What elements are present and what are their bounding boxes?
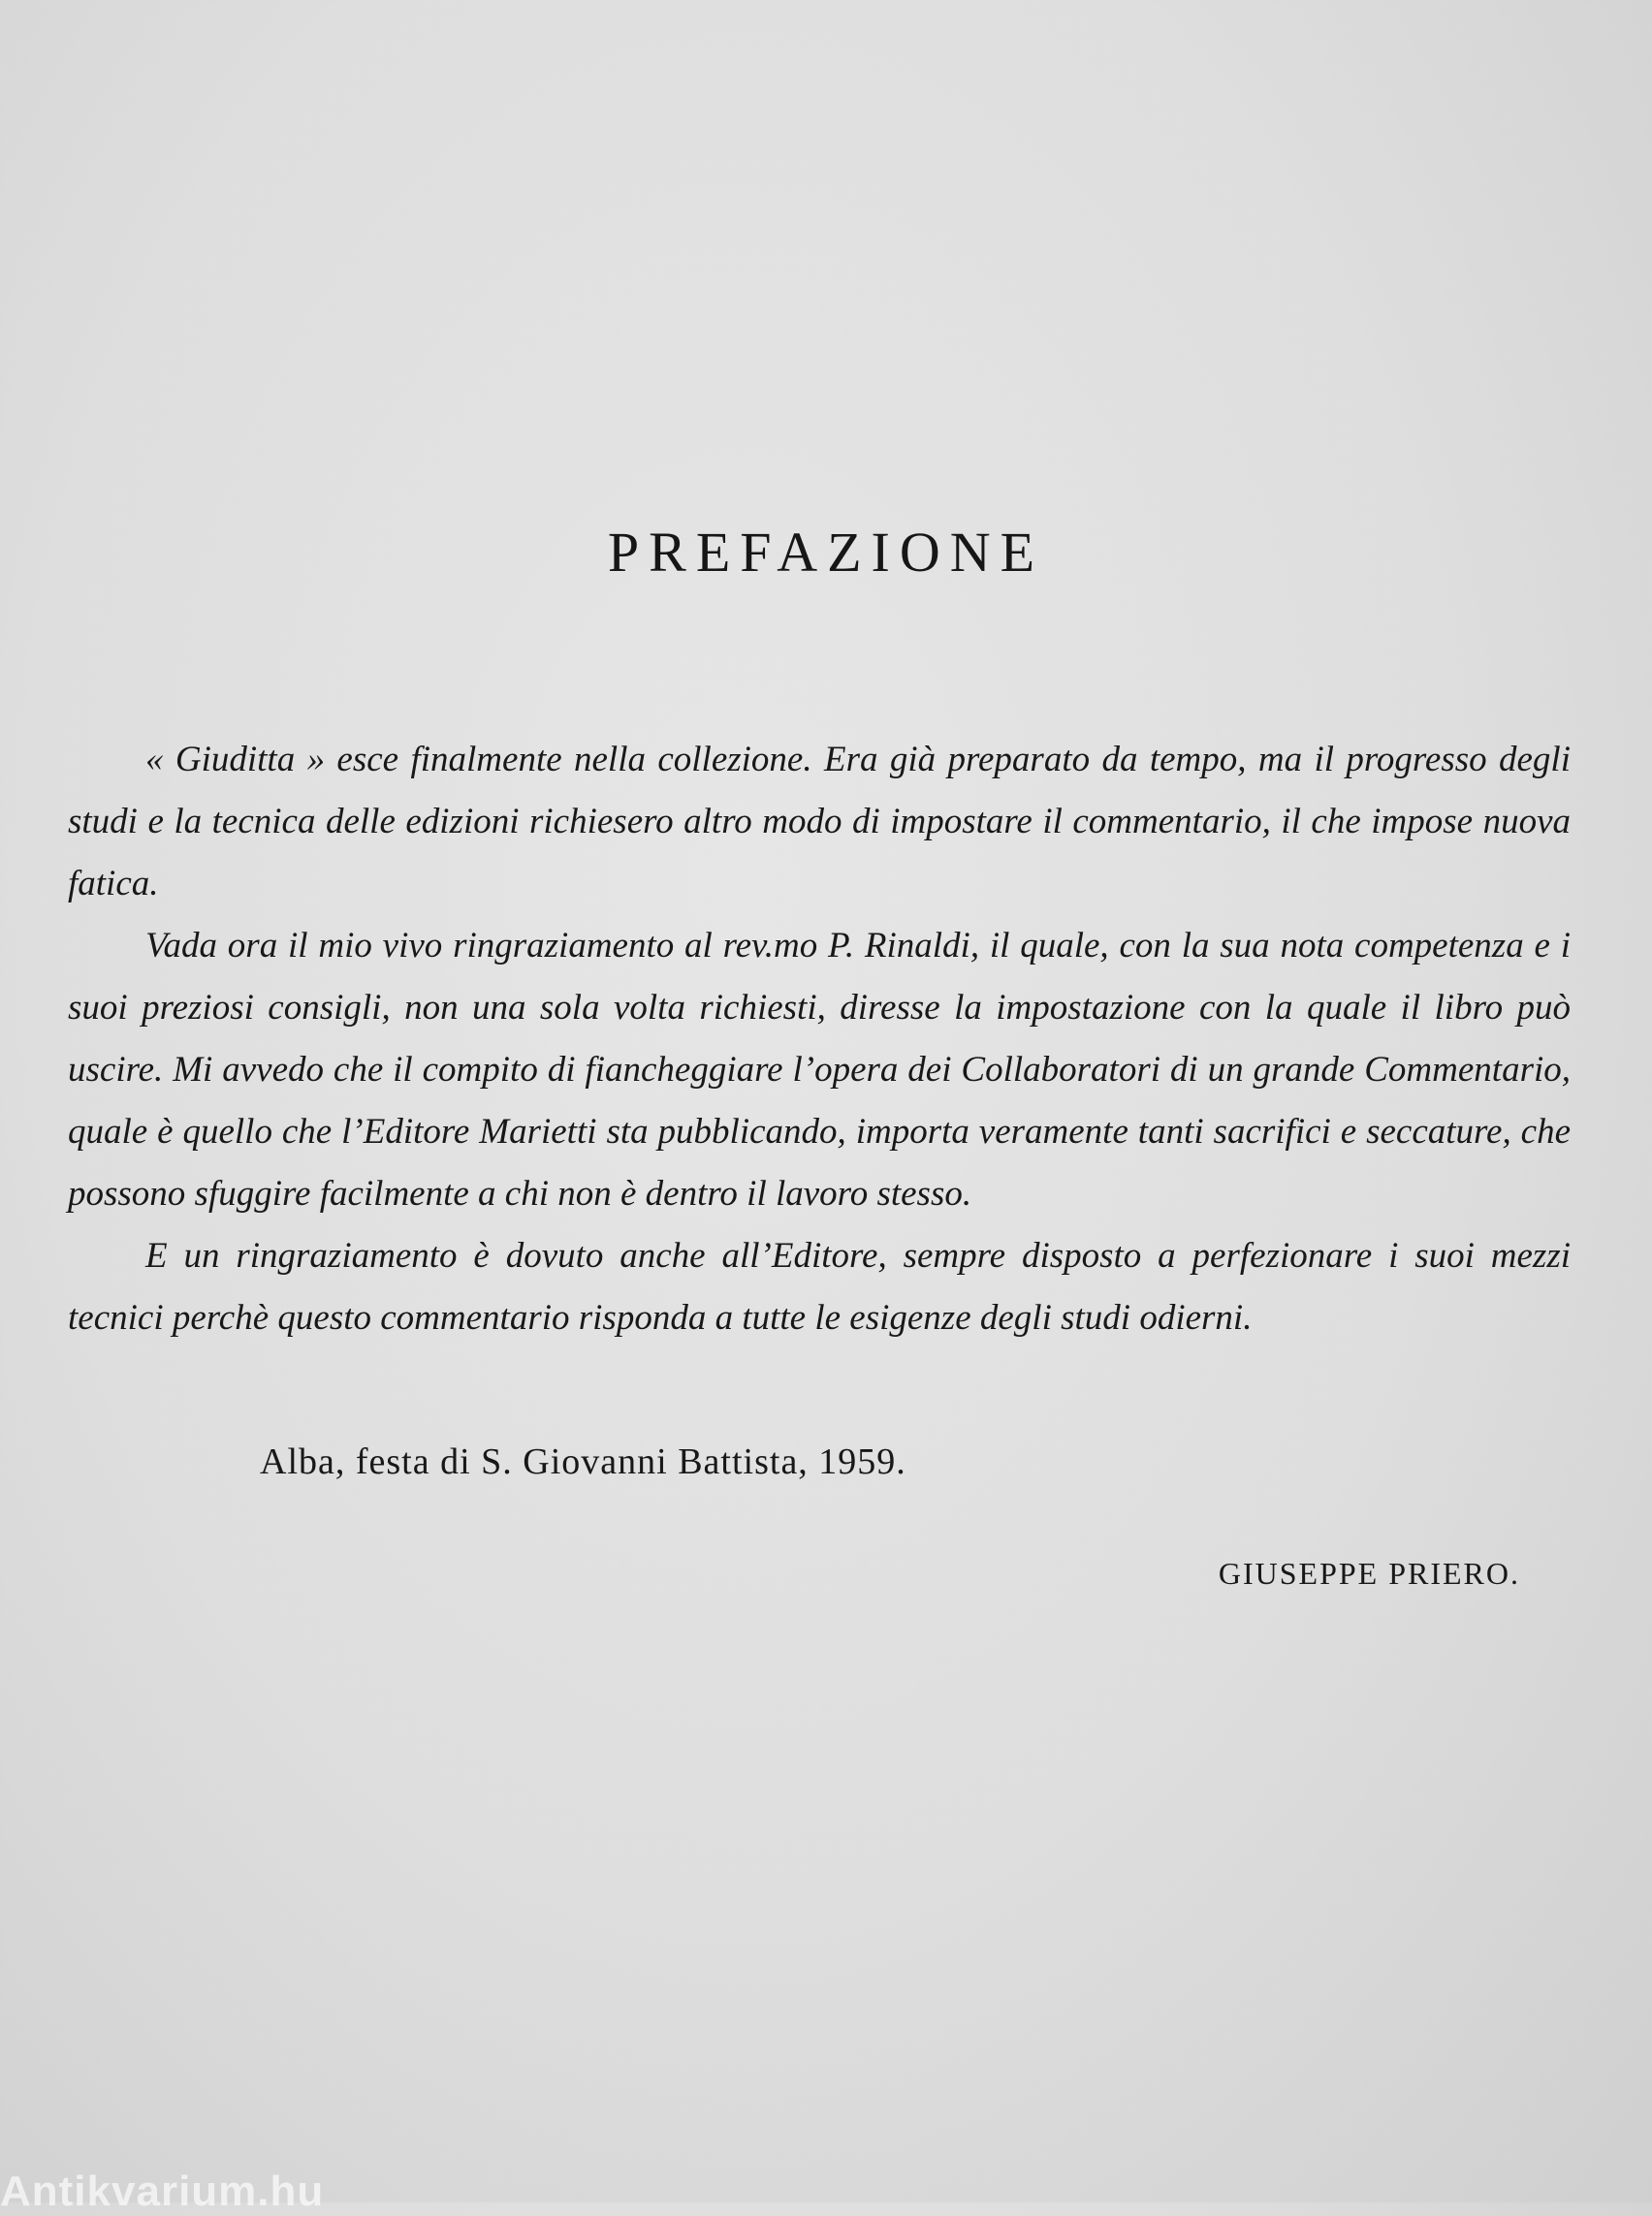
preface-body [68, 729, 1571, 1349]
paragraph-3: E un ringraziamento è dovuto anche all’Editore, sempre disposto a perfezionare i suoi mezzi tecnici perchè questo commentario risponda a tutte le esigenze degli studi odierni. [68, 1236, 1571, 1338]
page-title: PREFAZIONE [607, 521, 1045, 584]
dateline: Alba, festa di S. Giovanni Battista, 1959. [260, 1441, 906, 1482]
paragraph-2: Vada ora il mio vivo ringraziamento al rev.mo P. Rinaldi, il quale, con la sua nota competenza e i suoi preziosi consigli, non una sola volta richiesti, diresse la impostazione con la quale il libro può uscire. Mi avvedo che il compito di fiancheggiare l’opera dei Collaboratori di un grande Commentario, quale è quello che l’Editore Marietti sta pubblicando, importa veramente tanti sacrifici e seccature, che possono sfuggire facilmente a chi non è dentro il lavoro stesso. [68, 926, 1571, 1214]
author-signature: GIUSEPPE PRIERO. [1218, 1556, 1520, 1591]
paragraph-1: « Giuditta » esce finalmente nella collezione. Era già preparato da tempo, ma il progresso degli studi e la tecnica delle edizioni richiesero altro modo di impostare il commentario, il che impose nuova fatica. [68, 740, 1571, 903]
watermark: Antikvarium.hu [0, 2168, 325, 2215]
